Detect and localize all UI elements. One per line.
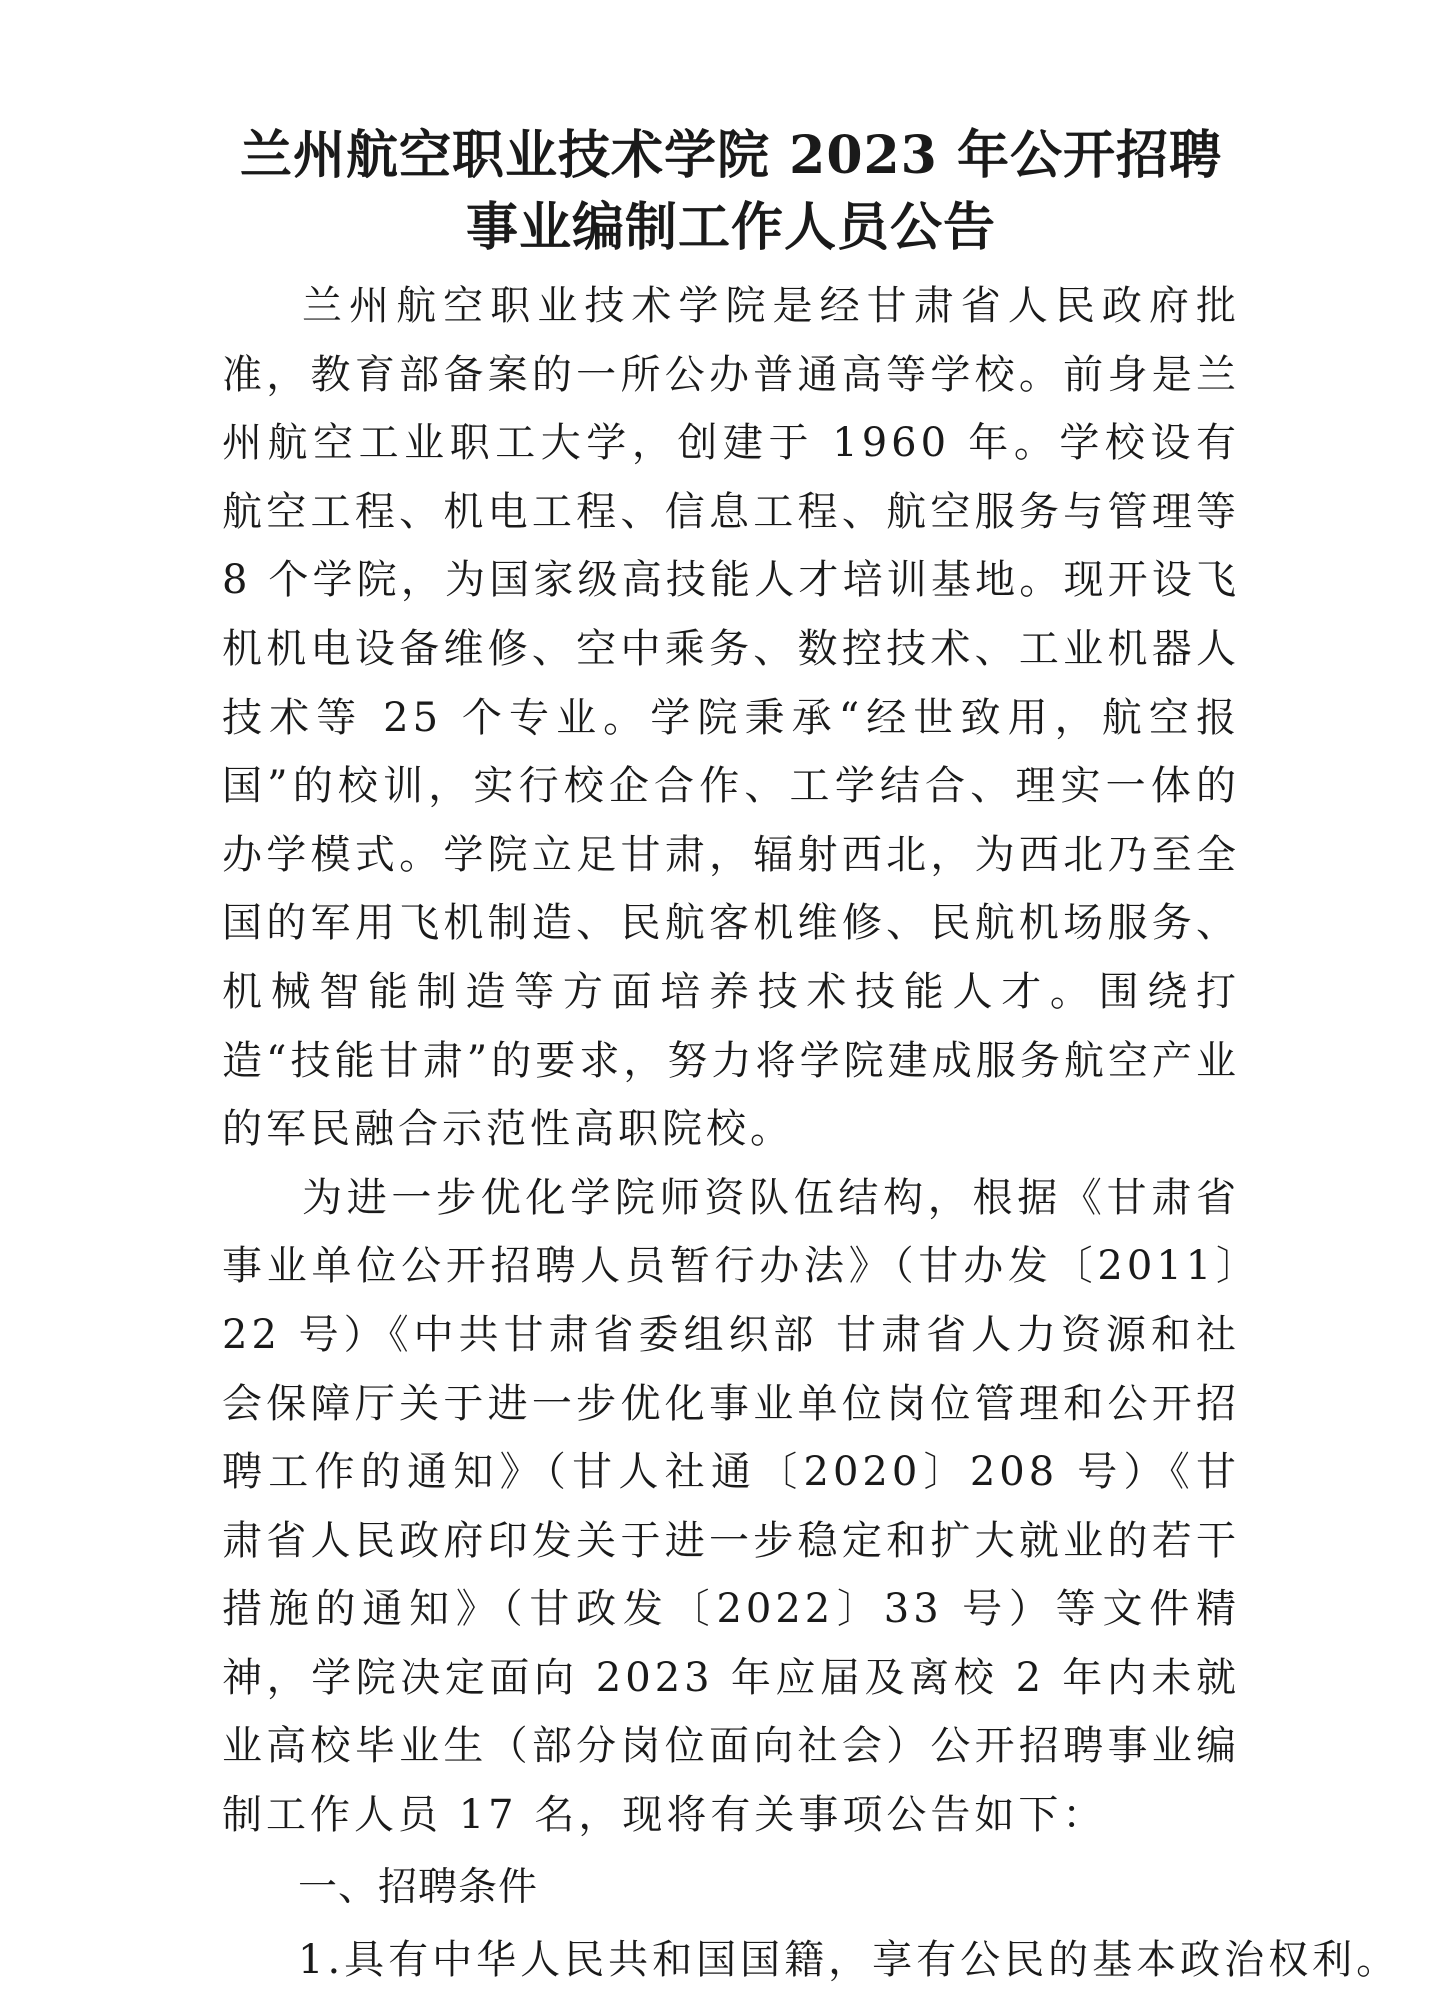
- purpose-paragraph: 为进一步优化学院师资队伍结构，根据《甘肃省事业单位公开招聘人员暂行办法》（甘办发〔2011〕22 号）《中共甘肃省委组织部 甘肃省人力资源和社会保障厅关于进一步优化事业单位岗位管理和公开招聘工作的通知》（甘人社通〔2020〕208 号）《甘肃省人民政府印发关于进一步稳定和扩大就业的若干措施的通知》（甘政发〔2022〕33 号）等文件精神，学院决定面向 2023 年应届及离校 2 年内未就业高校毕业生（部分岗位面向社会）公开招聘事业编制工作人员 17 名，现将有关事项公告如下：: [222, 1174, 1240, 1839]
- title-line-2: 事业编制工作人员公告: [465, 197, 996, 258]
- document-body: [222, 272, 1401, 1994]
- document-title: [222, 120, 1240, 264]
- document-page: [222, 120, 1401, 1994]
- intro-paragraph: 兰州航空职业技术学院是经甘肃省人民政府批准，教育部备案的一所公办普通高等学校。前身是兰州航空工业职工大学，创建于 1960 年。学校设有航空工程、机电工程、信息工程、航空服务与管理等 8 个学院，为国家级高技能人才培训基地。现开设飞机机电设备维修、空中乘务、数控技术、工业机器人技术等 25 个专业。学院秉承“经世致用，航空报国”的校训，实行校企合作、工学结合、理实一体的办学模式。学院立足甘肃，辐射西北，为西北乃至全国的军用飞机制造、民航客机维修、民航机场服务、机械智能制造等方面培养技术技能人才。围绕打造“技能甘肃”的要求，努力将学院建成服务航空产业的军民融合示范性高职院校。: [222, 283, 1240, 1153]
- condition-item-1: 1.具有中华人民共和国国籍，享有公民的基本政治权利。: [298, 1936, 1401, 1983]
- title-line-1: 兰州航空职业技术学院 2023 年公开招聘: [240, 125, 1222, 186]
- section-heading-recruitment-conditions: 一、招聘条件: [298, 1864, 539, 1910]
